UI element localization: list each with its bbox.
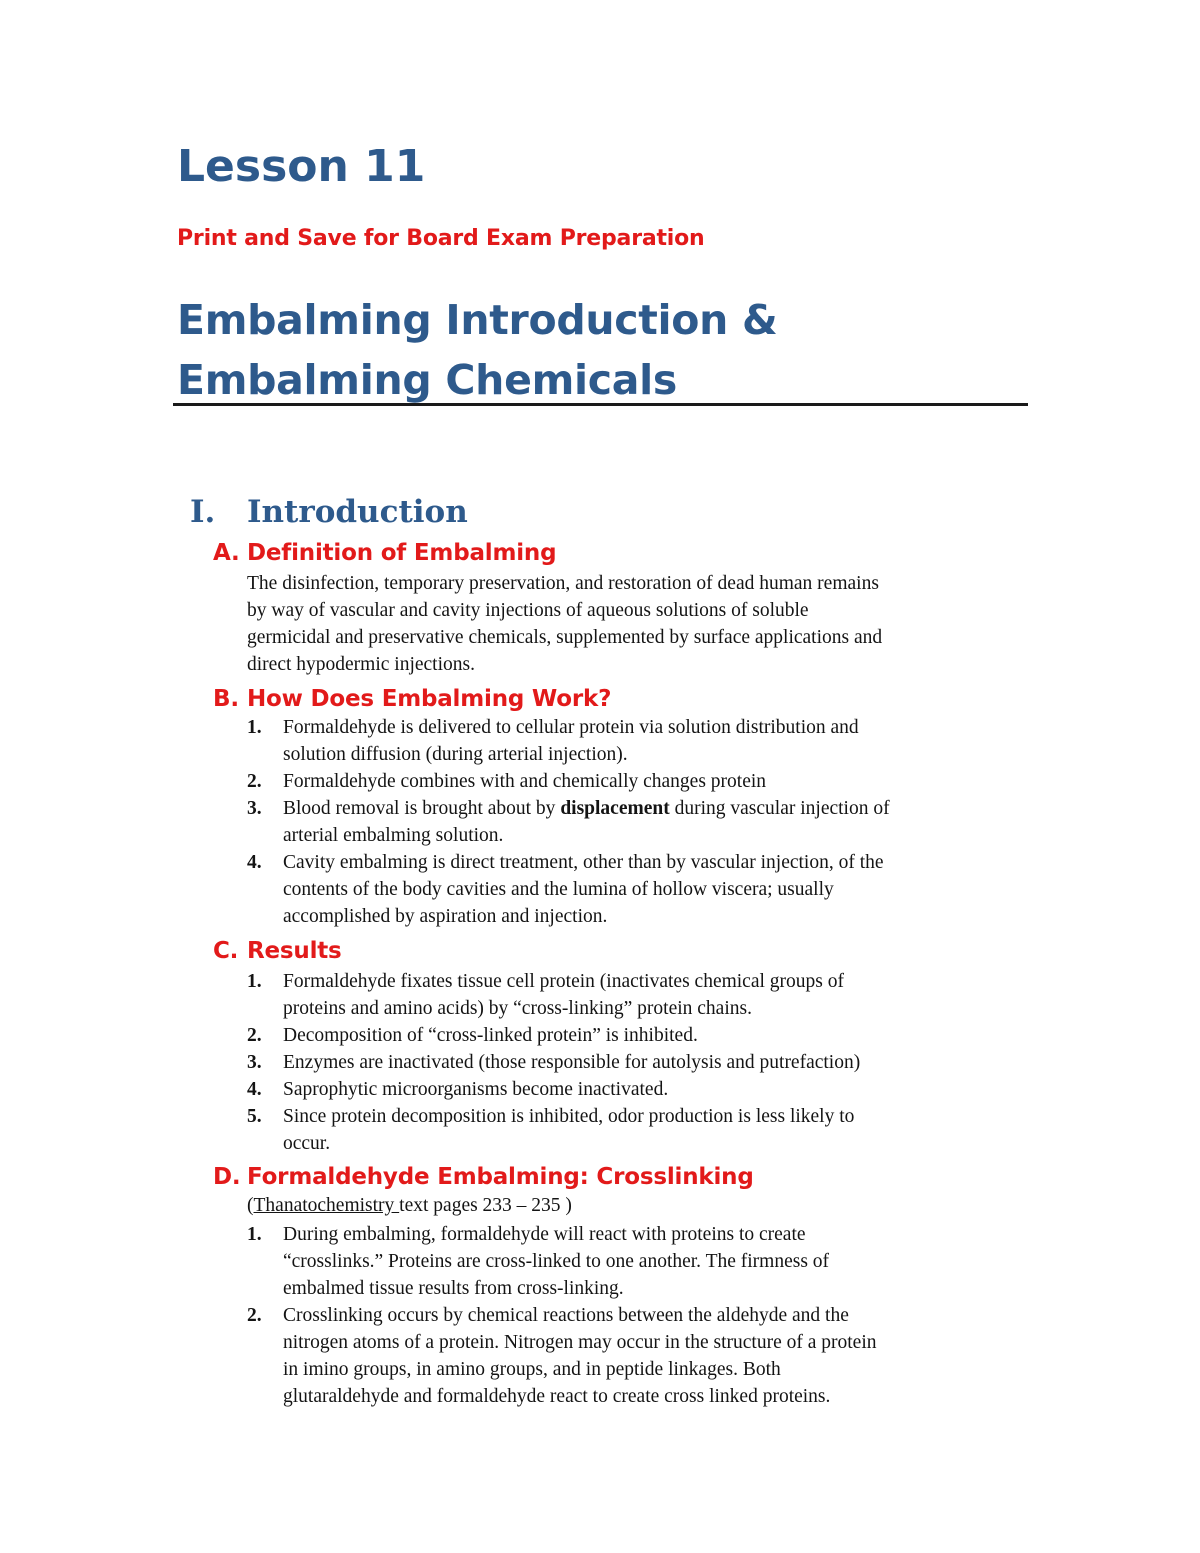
text-line: The disinfection, temporary preservation, and restoration of dead human remains [247,573,879,594]
text-line: Formaldehyde is delivered to cellular protein via solution distribution and [283,717,859,738]
list-number: 2. [247,771,262,792]
text-line: proteins and amino acids) by “cross-linking” protein chains. [283,998,752,1019]
section-title: Introduction [247,494,468,530]
subheading-how-embalming-works [213,684,611,714]
list-item [247,849,1027,930]
text-line: Formaldehyde fixates tissue cell protein (inactivates chemical groups of [283,971,844,992]
book-title: Thanatochemistry [253,1195,400,1216]
list-item [247,1221,1027,1302]
text-line: solution diffusion (during arterial injection). [283,744,628,765]
list-item [247,1049,1027,1076]
subheading-letter: A. [213,540,240,566]
list-number: 1. [247,971,262,992]
list-item [247,768,1027,795]
text-line: by way of vascular and cavity injections of aqueous solutions of soluble [247,600,809,621]
document-title [177,290,1037,410]
subheading-results [213,936,342,966]
text-line: contents of the body cavities and the lumina of hollow viscera; usually [283,879,834,900]
text-line: Saprophytic microorganisms become inactivated. [283,1079,669,1100]
text-line: accomplished by aspiration and injection. [283,906,608,927]
text-line: Since protein decomposition is inhibited, odor production is less likely to [283,1106,855,1127]
text-line: occur. [283,1133,331,1154]
list-number: 4. [247,852,262,873]
text-line: Enzymes are inactivated (those responsible for autolysis and putrefaction) [283,1052,861,1073]
text-line: in imino groups, in amino groups, and in peptide linkages. Both [283,1359,781,1380]
list-item [247,1022,1027,1049]
list-item [247,968,1027,1022]
subheading-title: Definition of Embalming [247,540,557,566]
text-line: Decomposition of “cross-linked protein” is inhibited. [283,1025,698,1046]
section-number: I. [190,494,216,530]
list-number: 4. [247,1079,262,1100]
text-line: “crosslinks.” Proteins are cross-linked to one another. The firmness of [283,1251,830,1272]
subheading-title: Results [247,938,342,964]
text-run: text pages 233 – 235 ) [399,1195,572,1216]
subheading-definition [213,538,556,568]
subheading-title: How Does Embalming Work? [247,686,612,712]
text-run: during vascular injection of [669,798,890,819]
list-number: 5. [247,1106,262,1127]
document-title-line-1: Embalming Introduction & [177,296,778,344]
how-it-works-list [247,714,1027,930]
section-heading-introduction [190,494,468,531]
text-line [283,795,1027,822]
title-divider [173,403,1028,406]
results-list [247,968,1027,1157]
text-run: ( [247,1195,254,1216]
definition-paragraph [247,570,1027,678]
list-number: 2. [247,1025,262,1046]
emphasis-displacement: displacement [560,798,670,819]
text-line: Crosslinking occurs by chemical reactions between the aldehyde and the [283,1305,849,1326]
subheading-crosslinking [213,1162,754,1192]
text-line: arterial embalming solution. [283,825,504,846]
subheading-letter: C. [213,938,239,964]
text-line: Formaldehyde combines with and chemically changes protein [283,771,767,792]
document-title-line-2: Embalming Chemicals [177,356,677,404]
textbook-reference [247,1192,1027,1219]
subheading-letter: B. [213,686,239,712]
list-number: 1. [247,1224,262,1245]
text-line: direct hypodermic injections. [247,654,475,675]
lesson-title: Lesson 11 [177,141,426,192]
list-item [247,795,1027,849]
crosslinking-list [247,1221,1027,1410]
text-line: embalmed tissue results from cross-linking. [283,1278,624,1299]
text-line: During embalming, formaldehyde will react with proteins to create [283,1224,806,1245]
list-item [247,1076,1027,1103]
list-item [247,714,1027,768]
list-number: 2. [247,1305,262,1326]
list-item [247,1103,1027,1157]
text-line: Cavity embalming is direct treatment, other than by vascular injection, of the [283,852,884,873]
list-number: 3. [247,1052,262,1073]
text-line [247,1192,1027,1219]
text-line: nitrogen atoms of a protein. Nitrogen may occur in the structure of a protein [283,1332,877,1353]
subheading-title: Formaldehyde Embalming: Crosslinking [247,1164,754,1190]
text-run: Blood removal is brought about by [283,798,561,819]
list-number: 1. [247,717,262,738]
text-line: glutaraldehyde and formaldehyde react to create cross linked proteins. [283,1386,831,1407]
print-note: Print and Save for Board Exam Preparation [177,226,705,251]
text-line: germicidal and preservative chemicals, supplemented by surface applications and [247,627,883,648]
list-item [247,1302,1027,1410]
subheading-letter: D. [213,1164,241,1190]
list-number: 3. [247,798,262,819]
